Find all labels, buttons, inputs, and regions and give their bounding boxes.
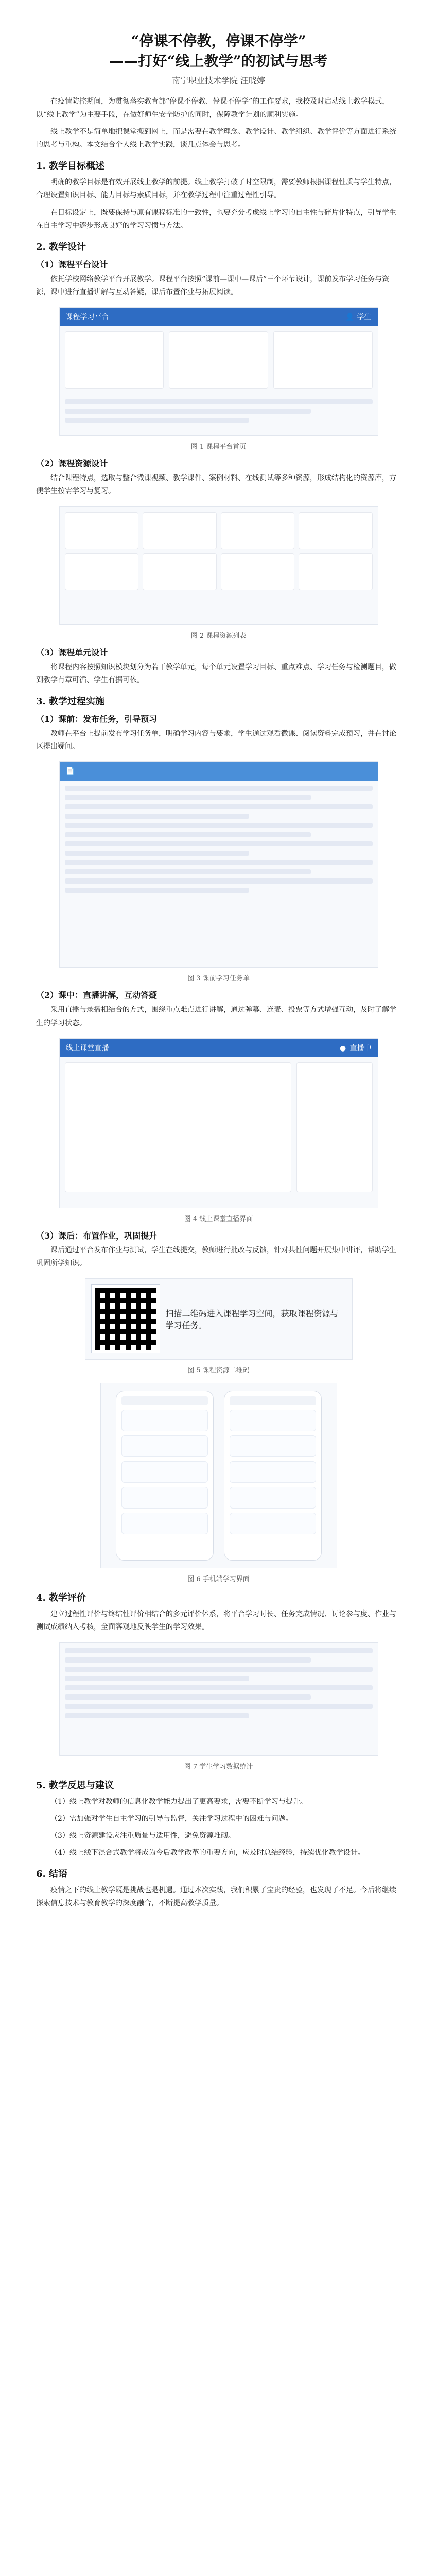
phone-item	[230, 1410, 316, 1431]
section-3-sub-3: （3）课后：布置作业，巩固提升	[36, 1230, 158, 1241]
section-3-para-2: 采用直播与录播相结合的方式，围绕重点难点进行讲解，通过弹幕、连麦、投票等方式增强互动，及时了解学生的学习状态。	[36, 1006, 396, 1027]
figure-task-sheet	[59, 761, 378, 968]
section-2-title: 2. 教学设计	[36, 241, 86, 252]
figure-4-caption: 图 4 线上课堂直播界面	[184, 1215, 253, 1223]
section-1-para-1: 明确的教学目标是有效开展线上教学的前提。线上教学打破了时空限制，需要教师根据课程性质与学生特点，合理设置知识目标、能力目标与素质目标，并在教学过程中注重过程性引导。	[36, 178, 396, 200]
video-area	[65, 1062, 291, 1192]
phone-item	[230, 1513, 316, 1534]
stats-lines	[60, 1643, 378, 1723]
platform-lines	[60, 394, 378, 428]
placeholder-line	[65, 1685, 373, 1690]
placeholder-line	[65, 1657, 311, 1663]
placeholder-line	[65, 814, 250, 819]
resource-tile	[299, 553, 373, 590]
qr-code[interactable]	[92, 1285, 160, 1353]
placeholder-line	[65, 823, 373, 828]
figure-stats	[59, 1642, 378, 1756]
task-lines	[60, 781, 378, 898]
section-2-para-3: 将课程内容按照知识模块划分为若干教学单元，每个单元设置学习目标、重点难点、学习任务与检测题目，做到教学有章可循、学生有据可依。	[36, 663, 396, 684]
placeholder-line	[65, 878, 373, 884]
section-2-sub-3: （3）课程单元设计	[36, 647, 108, 657]
placeholder-line	[65, 804, 373, 809]
figure-mobile	[100, 1383, 337, 1568]
user-icon: 👤	[345, 313, 355, 322]
section-3-title: 3. 教学过程实施	[36, 696, 105, 707]
phone-item	[121, 1513, 208, 1534]
placeholder-line	[65, 1676, 250, 1681]
section-4-title: 4. 教学评价	[36, 1592, 86, 1604]
platform-cards	[60, 326, 378, 394]
phone-item	[121, 1435, 208, 1457]
placeholder-line	[65, 418, 250, 423]
document-subtitle: ——打好“线上教学”的初试与思考	[109, 53, 328, 70]
intro-paragraph-2: 线上教学不是简单地把课堂搬到网上，而是需要在教学理念、教学设计、教学组织、教学评价等方面进行系统的思考与重构。本文结合个人线上教学实践，谈几点体会与思考。	[36, 127, 396, 149]
live-header	[60, 1039, 378, 1057]
phone-screen	[224, 1391, 322, 1561]
phone-bar	[230, 1396, 316, 1405]
resource-tile	[65, 512, 139, 549]
phone-bar	[121, 1396, 208, 1405]
placeholder-line	[65, 888, 250, 893]
resource-tile	[65, 553, 139, 590]
placeholder-line	[65, 795, 311, 800]
resource-tile	[221, 553, 295, 590]
section-1-title: 1. 教学目标概述	[36, 161, 105, 172]
figure-2-caption: 图 2 课程资源列表	[190, 632, 247, 640]
section-2-para-1: 依托学校网络教学平台开展教学。课程平台按照“课前—课中—课后”三个环节设计，课前发布学习任务与资源，课中进行直播讲解与互动答疑，课后布置作业与拓展阅读。	[36, 275, 390, 297]
phone-item	[230, 1461, 316, 1483]
section-2-sub-2: （2）课程资源设计	[36, 459, 108, 469]
live-body	[60, 1057, 378, 1197]
placeholder-line	[65, 869, 311, 874]
section-3-para-3: 课后通过平台发布作业与测试，学生在线提交，教师进行批改与反馈，针对共性问题开展集中讲评，帮助学生巩固所学知识。	[36, 1246, 396, 1267]
chat-area	[296, 1062, 373, 1192]
resource-tile	[143, 553, 217, 590]
live-title: 线上课堂直播	[65, 1044, 109, 1053]
placeholder-line	[65, 1667, 373, 1672]
document-title: “停课不停教，停课不停学”	[131, 32, 306, 49]
figure-3-caption: 图 3 课前学习任务单	[187, 975, 250, 983]
platform-header	[60, 308, 378, 326]
placeholder-line	[65, 786, 373, 791]
placeholder-line	[65, 832, 311, 837]
figure-course-platform	[59, 307, 378, 436]
figure-5-caption: 图 5 课程资源二维码	[187, 1367, 250, 1375]
placeholder-line	[65, 841, 373, 846]
placeholder-line	[65, 399, 373, 404]
placeholder-line	[65, 1694, 311, 1700]
conclusion-para-1: 疫情之下的线上教学既是挑战也是机遇。通过本次实践，我们积累了宝贵的经验，也发现了不足。今后将继续探索信息技术与教育教学的深度融合，不断提高教学质量。	[36, 1886, 396, 1908]
platform-card	[169, 331, 268, 389]
section-4-para-1: 建立过程性评价与终结性评价相结合的多元评价体系，将平台学习时长、任务完成情况、讨论参与度、作业与测试成绩纳入考核，全面客观地反映学生的学习效果。	[36, 1610, 396, 1632]
section-3-sub-2: （2）课中：直播讲解，互动答疑	[36, 990, 158, 1001]
qr-block	[85, 1279, 352, 1359]
section-3-sub-1: （1）课前：发布任务，引导预习	[36, 714, 158, 724]
placeholder-line	[65, 1648, 373, 1653]
live-status: ● 直播中	[338, 1043, 371, 1053]
phone-screen	[116, 1391, 214, 1561]
placeholder-line	[65, 851, 250, 856]
section-3-para-1: 教师在平台上提前发布学习任务单，明确学习内容与要求，学生通过观看微课、阅读资料完成预习，并在讨论区提出疑问。	[36, 730, 396, 751]
section-2-sub-1: （1）课程平台设计	[36, 259, 108, 269]
section-5-para-3: （3）线上资源建设应注重质量与适用性，避免资源堆砌。	[50, 1831, 235, 1840]
section-5-para-1: （1）线上教学对教师的信息化教学能力提出了更高要求，需要不断学习与提升。	[50, 1797, 307, 1806]
placeholder-line	[65, 1704, 373, 1709]
figure-qr	[85, 1278, 353, 1360]
qr-description: 扫描二维码进入课程学习空间，获取课程资源与学习任务。	[165, 1309, 339, 1331]
section-5-para-4: （4）线上线下混合式教学将成为今后教学改革的重要方向，应及时总结经验，持续优化教学设计。	[50, 1849, 365, 1857]
intro-paragraph-1: 在疫情防控期间，为贯彻落实教育部“停课不停教、停课不停学”的工作要求，我校及时启动线上教学模式，以“线上教学”为主要手段，在做好师生安全防护的同时，保障教学计划的顺利实施。	[36, 97, 390, 119]
section-2-para-2: 结合课程特点，选取与整合微课视频、教学课件、案例材料、在线测试等多种资源，形成结构化的资源库，方便学生按需学习与复习。	[36, 474, 396, 496]
resource-tiles	[60, 507, 378, 596]
user-label: 👤 学生	[345, 313, 372, 322]
phone-item	[121, 1487, 208, 1509]
figure-7-caption: 图 7 学生学习数据统计	[184, 1762, 253, 1771]
phone-row	[101, 1383, 337, 1568]
phone-item	[121, 1410, 208, 1431]
placeholder-line	[65, 1713, 250, 1718]
platform-card	[273, 331, 373, 389]
section-1-para-2: 在目标设定上，既要保持与原有课程标准的一致性，也要充分考虑线上学习的自主性与碎片化特点，引导学生在自主学习中逐步形成良好的学习习惯与方法。	[36, 208, 396, 230]
phone-item	[121, 1461, 208, 1483]
figure-6-caption: 图 6 手机端学习界面	[187, 1575, 250, 1584]
task-header	[60, 762, 378, 781]
live-dot-icon: ●	[339, 1044, 346, 1053]
platform-title: 课程学习平台	[65, 313, 109, 322]
resource-tile	[143, 512, 217, 549]
figure-1-caption: 图 1 课程平台首页	[190, 443, 247, 451]
section-5-para-2: （2）需加强对学生自主学习的引导与监督，关注学习过程中的困难与问题。	[50, 1814, 293, 1823]
figure-resource-list	[59, 506, 378, 625]
phone-item	[230, 1435, 316, 1457]
title-block	[36, 31, 401, 86]
resource-tile	[299, 512, 373, 549]
document-icon: 📄	[65, 767, 75, 776]
document-author: 南宁职业技术学院 汪晓婷	[171, 76, 266, 86]
placeholder-line	[65, 409, 311, 414]
platform-card	[65, 331, 164, 389]
figure-live-class	[59, 1038, 378, 1208]
section-5-title: 5. 教学反思与建议	[36, 1780, 114, 1791]
resource-tile	[221, 512, 295, 549]
phone-item	[230, 1487, 316, 1509]
conclusion-title: 6. 结语	[36, 1869, 68, 1880]
placeholder-line	[65, 860, 373, 865]
